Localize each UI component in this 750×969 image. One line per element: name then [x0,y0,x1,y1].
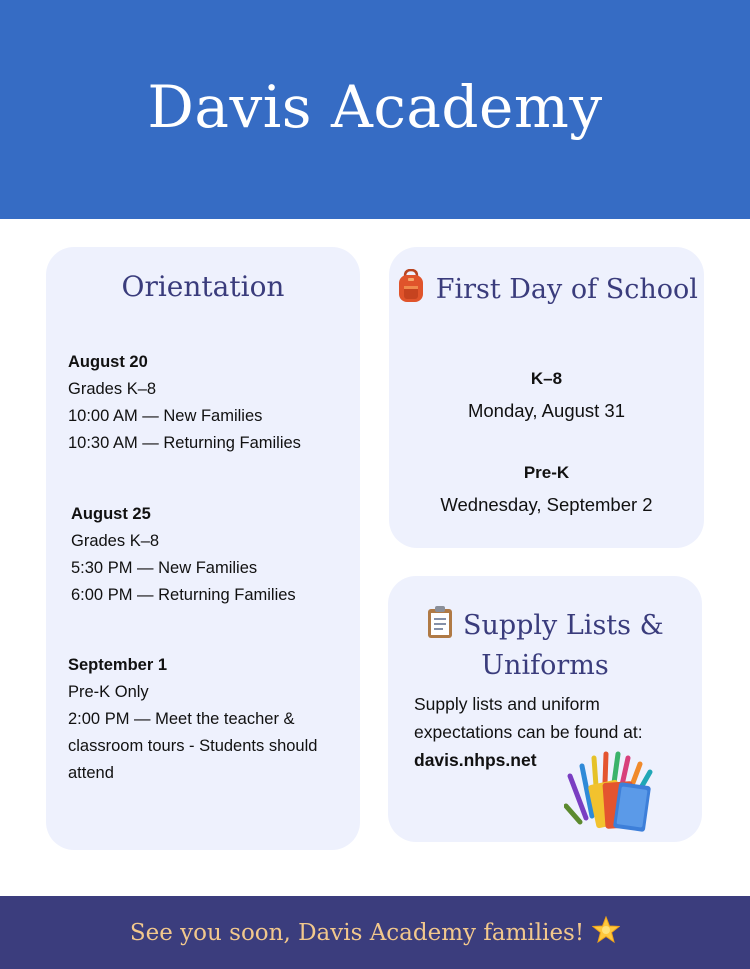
clipboard-icon [426,605,454,648]
star-icon [592,916,620,950]
supply-title: Supply Lists & Uniforms [462,610,664,681]
first-day-title-block [389,269,704,312]
session-august-20 [68,349,301,457]
session-line: 10:30 AM — Returning Families [68,434,301,452]
session-line: 5:30 PM — New Families [71,559,258,577]
session-line: Pre-K Only [68,683,149,701]
session-august-25 [71,501,296,609]
orientation-title: Orientation [121,270,285,303]
header-banner [0,0,750,219]
first-day-title: First Day of School [435,274,698,305]
backpack-icon [395,269,427,312]
footer-banner [0,896,750,969]
session-date: August 25 [71,505,151,523]
session-line: Grades K–8 [68,380,157,398]
orientation-card [46,247,360,850]
start-date: Monday, August 31 [467,400,625,421]
session-line: 10:00 AM — New Families [68,407,263,425]
pencils-illustration-icon [564,748,660,834]
session-line: Grades K–8 [71,532,160,550]
session-date: August 20 [68,353,148,371]
page-title: Davis Academy [147,72,603,141]
supply-card [388,576,702,842]
grade-label: Pre-K [523,463,570,482]
supply-title-block [388,605,702,683]
session-september-1 [68,652,343,787]
footer-text: See you soon, Davis Academy families! [129,919,585,946]
supply-website-link[interactable]: davis.nhps.net [414,750,537,770]
session-line: 2:00 PM — Meet the teacher & classroom tours - Students should attend [68,710,318,782]
first-day-prek [389,457,704,521]
footer-message [130,916,620,950]
start-date: Wednesday, September 2 [440,494,653,515]
first-day-card [389,247,704,548]
grade-label: K–8 [530,369,563,388]
session-line: 6:00 PM — Returning Families [71,586,296,604]
first-day-k8 [389,363,704,427]
session-date: September 1 [68,656,168,674]
supply-text: Supply lists and uniform expectations can be found at: [414,694,643,742]
